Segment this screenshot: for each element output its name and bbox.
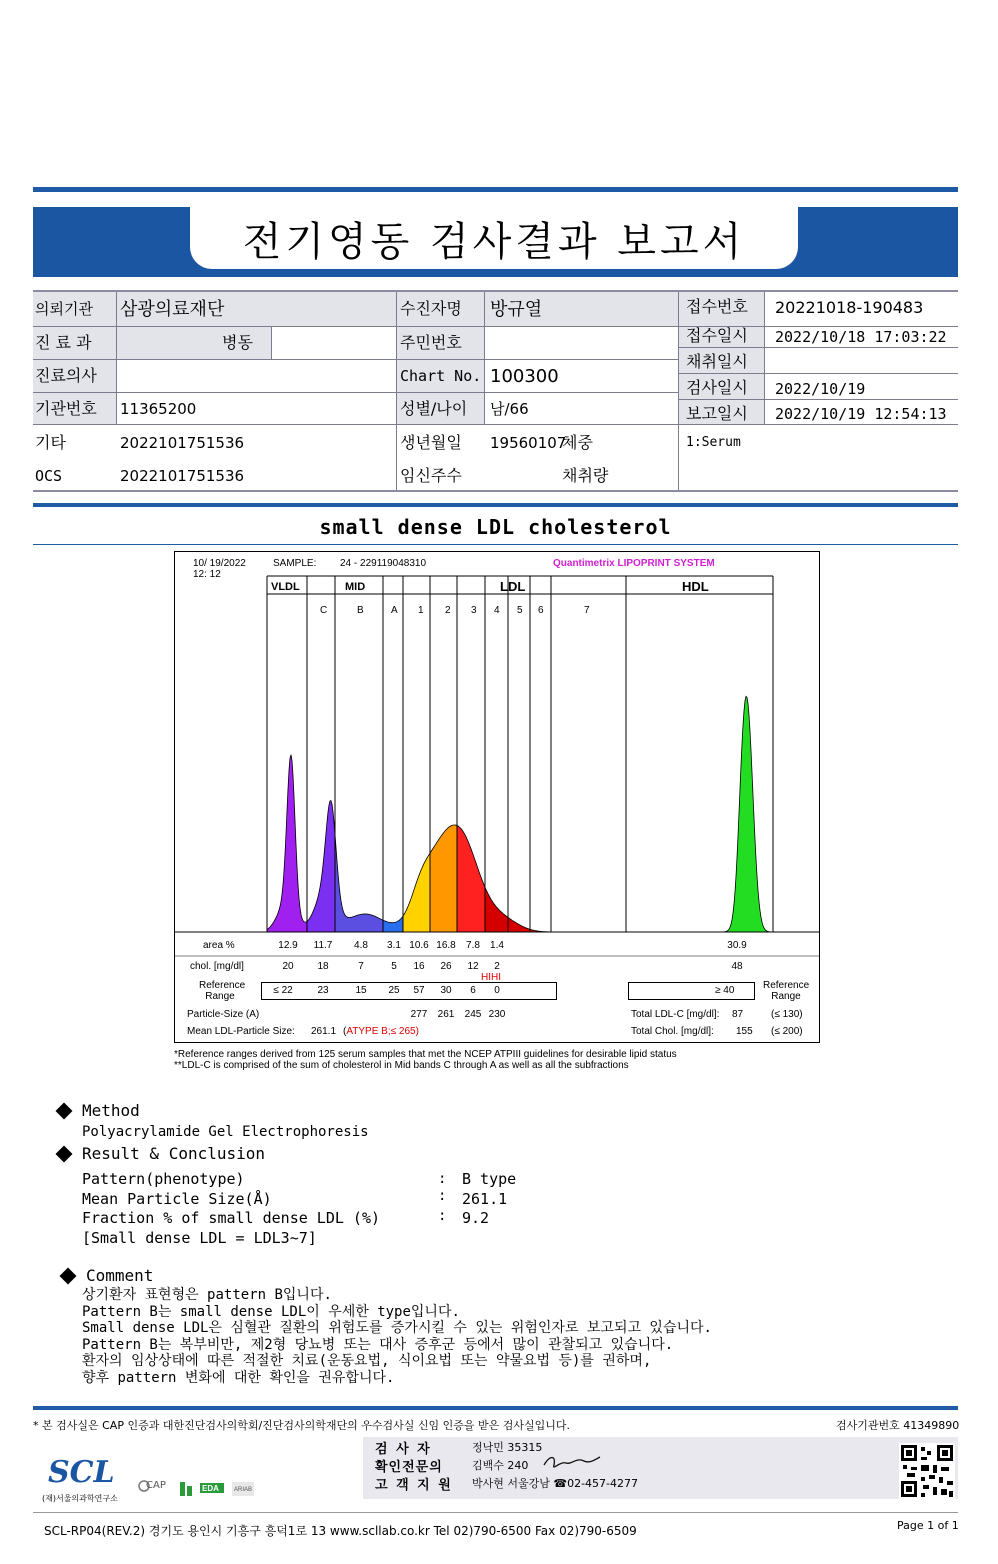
chart-no-label: Chart No. — [400, 367, 482, 385]
band-area-C — [307, 801, 335, 932]
chol-value-8: 48 — [731, 961, 743, 972]
mean-value: 261.1 — [311, 1026, 337, 1037]
tester-label: 검 사 자 — [375, 1442, 432, 1457]
table-bottom-rule — [33, 490, 958, 492]
weight-label: 체중 — [562, 433, 593, 452]
ocs-value: 2022101751536 — [120, 467, 245, 485]
lipoprint-chart — [174, 551, 820, 1043]
report-dt-value: 2022/10/19 12:54:13 — [775, 405, 947, 423]
band-area-B — [335, 834, 383, 932]
doctor-label: 진료의사 — [35, 366, 97, 385]
band-label-b: B — [357, 605, 364, 616]
grid-v5 — [271, 326, 272, 359]
ref-value-4: 57 — [413, 985, 425, 996]
chol-value-5: 26 — [440, 961, 452, 972]
chol-value-6: 12 — [467, 961, 479, 972]
ref-value-0: ≤ 22 — [273, 985, 293, 996]
particle-value-3: 230 — [488, 1009, 506, 1020]
band-area-1 — [403, 853, 430, 932]
group-vldl: VLDL — [271, 581, 300, 593]
grid-v1 — [396, 292, 397, 491]
particle-value-1: 261 — [437, 1009, 455, 1020]
ref-row-label: Reference Range — [199, 980, 246, 1002]
area-value-3: 3.1 — [387, 940, 401, 951]
section-rule — [33, 503, 958, 507]
band-label-a: A — [391, 605, 398, 616]
confirm-value: 김백수 240 — [472, 1459, 529, 1472]
band-area-VLDL — [267, 755, 307, 932]
lab-no: 검사기관번호 41349890 — [836, 1419, 960, 1432]
scl-logo: SCL — [48, 1455, 115, 1490]
ref-value-7: 0 — [494, 985, 500, 996]
area-row-label: area % — [203, 940, 235, 951]
test-dt-label: 검사일시 — [686, 378, 748, 397]
total-chol-label: Total Chol. [mg/dl]: — [631, 1026, 714, 1037]
area-value-1: 11.7 — [313, 940, 333, 951]
band-label-5: 5 — [517, 605, 523, 616]
result-row-3-value: 9.2 — [462, 1209, 490, 1227]
ref-value-3: 25 — [388, 985, 400, 996]
ocs-label: OCS — [35, 467, 63, 485]
area-value-7: 1.4 — [490, 940, 504, 951]
etc-label: 기타 — [35, 433, 66, 452]
grid-v3 — [678, 292, 679, 491]
etc-value: 2022101751536 — [120, 434, 245, 452]
band-label-3: 3 — [471, 605, 477, 616]
report-dt-label: 보고일시 — [686, 404, 748, 423]
chol-row-label: chol. [mg/dl] — [190, 961, 244, 972]
method-bullet — [56, 1103, 73, 1120]
system-text: SYSTEM — [673, 558, 715, 569]
comment-bullet — [60, 1268, 77, 1285]
section-title: small dense LDL cholesterol — [319, 515, 672, 539]
rrn-label: 주민번호 — [400, 333, 462, 352]
area-value-0: 12.9 — [278, 940, 298, 951]
result-bullet — [56, 1146, 73, 1163]
result-row-1-value: B type — [462, 1170, 517, 1188]
support-value: 박사현 서울강남 ☎02-457-4277 — [472, 1477, 639, 1490]
ref-box-ldl — [261, 982, 557, 1000]
grid-v4 — [764, 292, 765, 424]
inst-no-label: 기관번호 — [35, 399, 97, 418]
hi-flag-4: HI — [491, 972, 501, 983]
particle-label: Particle-Size (A) — [187, 1009, 260, 1020]
report-title: 전기영동 검사결과 보고서 — [242, 219, 746, 265]
comment-title: Comment — [86, 1266, 154, 1285]
chol-value-2: 7 — [358, 961, 364, 972]
chart-no-value: 100300 — [490, 366, 559, 387]
test-dt-value: 2022/10/19 — [775, 380, 866, 398]
profile-outline — [267, 696, 773, 932]
chart-time: 12: 12 — [193, 569, 221, 580]
result-row-3-label: Fraction % of small dense LDL (%) — [82, 1209, 381, 1227]
tester-value: 정낙민 35315 — [472, 1441, 543, 1454]
dept-label: 진 료 과 — [35, 333, 92, 352]
svg-text:EDA: EDA — [202, 1484, 219, 1493]
patient-label: 수진자명 — [400, 299, 462, 318]
hi-flag-3: HI — [481, 972, 491, 983]
area-value-4: 10.6 — [409, 940, 429, 951]
total-ldl-value: 87 — [732, 1009, 744, 1020]
support-label: 고 객 지 원 — [375, 1478, 453, 1493]
specimen-value: 1:Serum — [686, 435, 741, 450]
institution-value: 삼광의료재단 — [120, 299, 225, 320]
scl-subtitle: (재)서울의과학연구소 — [42, 1494, 118, 1503]
area-value-6: 7.8 — [466, 940, 480, 951]
dept-value: 병동 — [222, 333, 253, 352]
area-value-2: 4.8 — [354, 940, 368, 951]
sample-value: 24 - 229119048310 — [340, 558, 427, 569]
total-ldl-label: Total LDL-C [mg/dl]: — [631, 1009, 720, 1020]
receipt-no-value: 20221018-190483 — [775, 298, 924, 317]
brand-label — [553, 558, 715, 569]
particle-value-2: 245 — [464, 1009, 482, 1020]
result-colon-2: : — [438, 1188, 447, 1204]
receipt-no-label: 접수번호 — [686, 297, 748, 316]
chol-value-0: 20 — [282, 961, 294, 972]
patient-value: 방규열 — [490, 299, 543, 320]
ref-value-2: 15 — [355, 985, 367, 996]
mean-type: (ATYPE B;≤ 265) — [343, 1026, 419, 1037]
band-area-HDL — [720, 696, 773, 932]
address-line: SCL-RP04(REV.2) 경기도 용인시 기흥구 흥덕1로 13 www.scllab.co.kr Tel 02)790-6500 Fax 02)790-6509 — [44, 1524, 637, 1538]
band-dividers — [175, 576, 819, 956]
total-ldl-ref: (≤ 130) — [771, 1009, 803, 1020]
signature-image — [540, 1451, 604, 1473]
result-title: Result & Conclusion — [82, 1144, 266, 1163]
result-colon-1: : — [438, 1171, 447, 1187]
chol-value-7: 2 — [494, 961, 500, 972]
footnote-2: **LDL-C is comprised of the sum of cholesterol in Mid bands C through A as well as all the subfractions — [174, 1060, 629, 1071]
particle-value-0: 277 — [410, 1009, 428, 1020]
preg-label: 임신주수 — [400, 466, 462, 485]
chol-value-3: 5 — [391, 961, 397, 972]
mean-type-text: ATYPE B;≤ 265) — [346, 1026, 419, 1037]
comment-line-1: 상기환자 표현형은 pattern B입니다. — [82, 1287, 332, 1303]
page-number: Page 1 of 1 — [897, 1519, 959, 1532]
section-underline — [33, 544, 958, 545]
method-title: Method — [82, 1101, 140, 1120]
brand-text: Quantimetrix LIPOPRINT — [553, 558, 671, 569]
inst-no-value: 11365200 — [120, 400, 197, 418]
band-label-4: 4 — [494, 605, 500, 616]
cap-logo: CAP — [146, 1480, 166, 1491]
mean-label: Mean LDL-Particle Size: — [187, 1026, 295, 1037]
cert-note: * 본 검사실은 CAP 인증과 대한진단검사의학회/진단검사의학재단의 우수검사실 신임 인증을 받은 검사실입니다. — [33, 1419, 571, 1432]
ref-value-1: 23 — [317, 985, 329, 996]
total-chol-ref: (≤ 200) — [771, 1026, 803, 1037]
grid-v2 — [484, 292, 485, 424]
band-label-7: 7 — [584, 605, 590, 616]
top-rule — [33, 187, 958, 192]
result-row-2-label: Mean Particle Size(Å) — [82, 1190, 272, 1208]
sample-label: SAMPLE: — [273, 558, 317, 569]
ref-value-5: 30 — [440, 985, 452, 996]
sex-age-label: 성별/나이 — [400, 399, 468, 418]
footer-rule — [33, 1406, 958, 1410]
grid-v6 — [116, 292, 117, 424]
comment-line-6: 향후 pattern 변화에 대한 확인을 권유합니다. — [82, 1370, 395, 1386]
comment-line-2: Pattern B는 small dense LDL이 우세한 type입니다. — [82, 1304, 460, 1320]
band-area-2 — [430, 825, 457, 932]
comment-line-4: Pattern B는 복부비만, 제2형 당뇨병 또는 대사 증후군 등에서 많이 관찰되고 있습니다. — [82, 1337, 674, 1353]
method-text: Polyacrylamide Gel Electrophoresis — [82, 1124, 369, 1140]
ref-value-6: 6 — [470, 985, 476, 996]
grid-h2 — [33, 359, 678, 360]
band-label-1: 1 — [418, 605, 424, 616]
footnote-1: *Reference ranges derived from 125 serum samples that met the NCEP ATPIII guidelines for desirable lipid status — [174, 1049, 677, 1060]
ref-row-label-right: Reference Range — [763, 980, 810, 1002]
result-row-1-label: Pattern(phenotype) — [82, 1170, 245, 1188]
sex-age-value: 남/66 — [490, 400, 529, 418]
curve-layer — [267, 696, 773, 932]
dob-label: 생년월일 — [400, 433, 462, 452]
result-row-2-value: 261.1 — [462, 1190, 508, 1208]
result-note: [Small dense LDL = LDL3~7] — [82, 1229, 317, 1247]
comment-line-3: Small dense LDL은 심혈관 질환의 위험도를 증가시킬 수 있는 위험인자로 보고되고 있습니다. — [82, 1320, 712, 1336]
band-area-4 — [485, 887, 551, 932]
band-area-3 — [457, 826, 485, 933]
band-area-A — [383, 916, 403, 932]
area-value-8: 30.9 — [727, 940, 747, 951]
amount-label: 채취량 — [562, 466, 609, 485]
chol-value-4: 16 — [413, 961, 425, 972]
band-label-c: C — [320, 605, 328, 616]
group-ldl: LDL — [500, 579, 526, 594]
comment-line-5: 환자의 임상상태에 따른 적절한 치료(운동요법, 식이요법 또는 약물요법 등)를 권하며, — [82, 1353, 652, 1369]
area-value-5: 16.8 — [436, 940, 456, 951]
qr-code — [899, 1443, 955, 1499]
chol-value-1: 18 — [317, 961, 329, 972]
ref-hdl-value: ≥ 40 — [715, 985, 735, 996]
receipt-dt-value: 2022/10/18 17:03:22 — [775, 328, 947, 346]
band-label-2: 2 — [445, 605, 451, 616]
total-chol-value: 155 — [736, 1026, 753, 1037]
institution-label: 의뢰기관 — [35, 300, 93, 318]
dob-value: 19560107 — [490, 434, 567, 452]
collect-label: 채취일시 — [686, 352, 748, 371]
group-hdl: HDL — [682, 579, 709, 594]
svg-text:ARIAB: ARIAB — [234, 1487, 253, 1493]
ref-box-hdl — [628, 982, 755, 1000]
receipt-dt-label: 접수일시 — [686, 326, 748, 345]
chart-date: 10/ 19/2022 — [193, 558, 246, 569]
group-mid: MID — [345, 581, 366, 593]
band-label-6: 6 — [538, 605, 544, 616]
result-colon-3: : — [438, 1208, 447, 1224]
footer-separator — [33, 1512, 958, 1513]
confirm-label: 확인전문의 — [375, 1460, 443, 1475]
